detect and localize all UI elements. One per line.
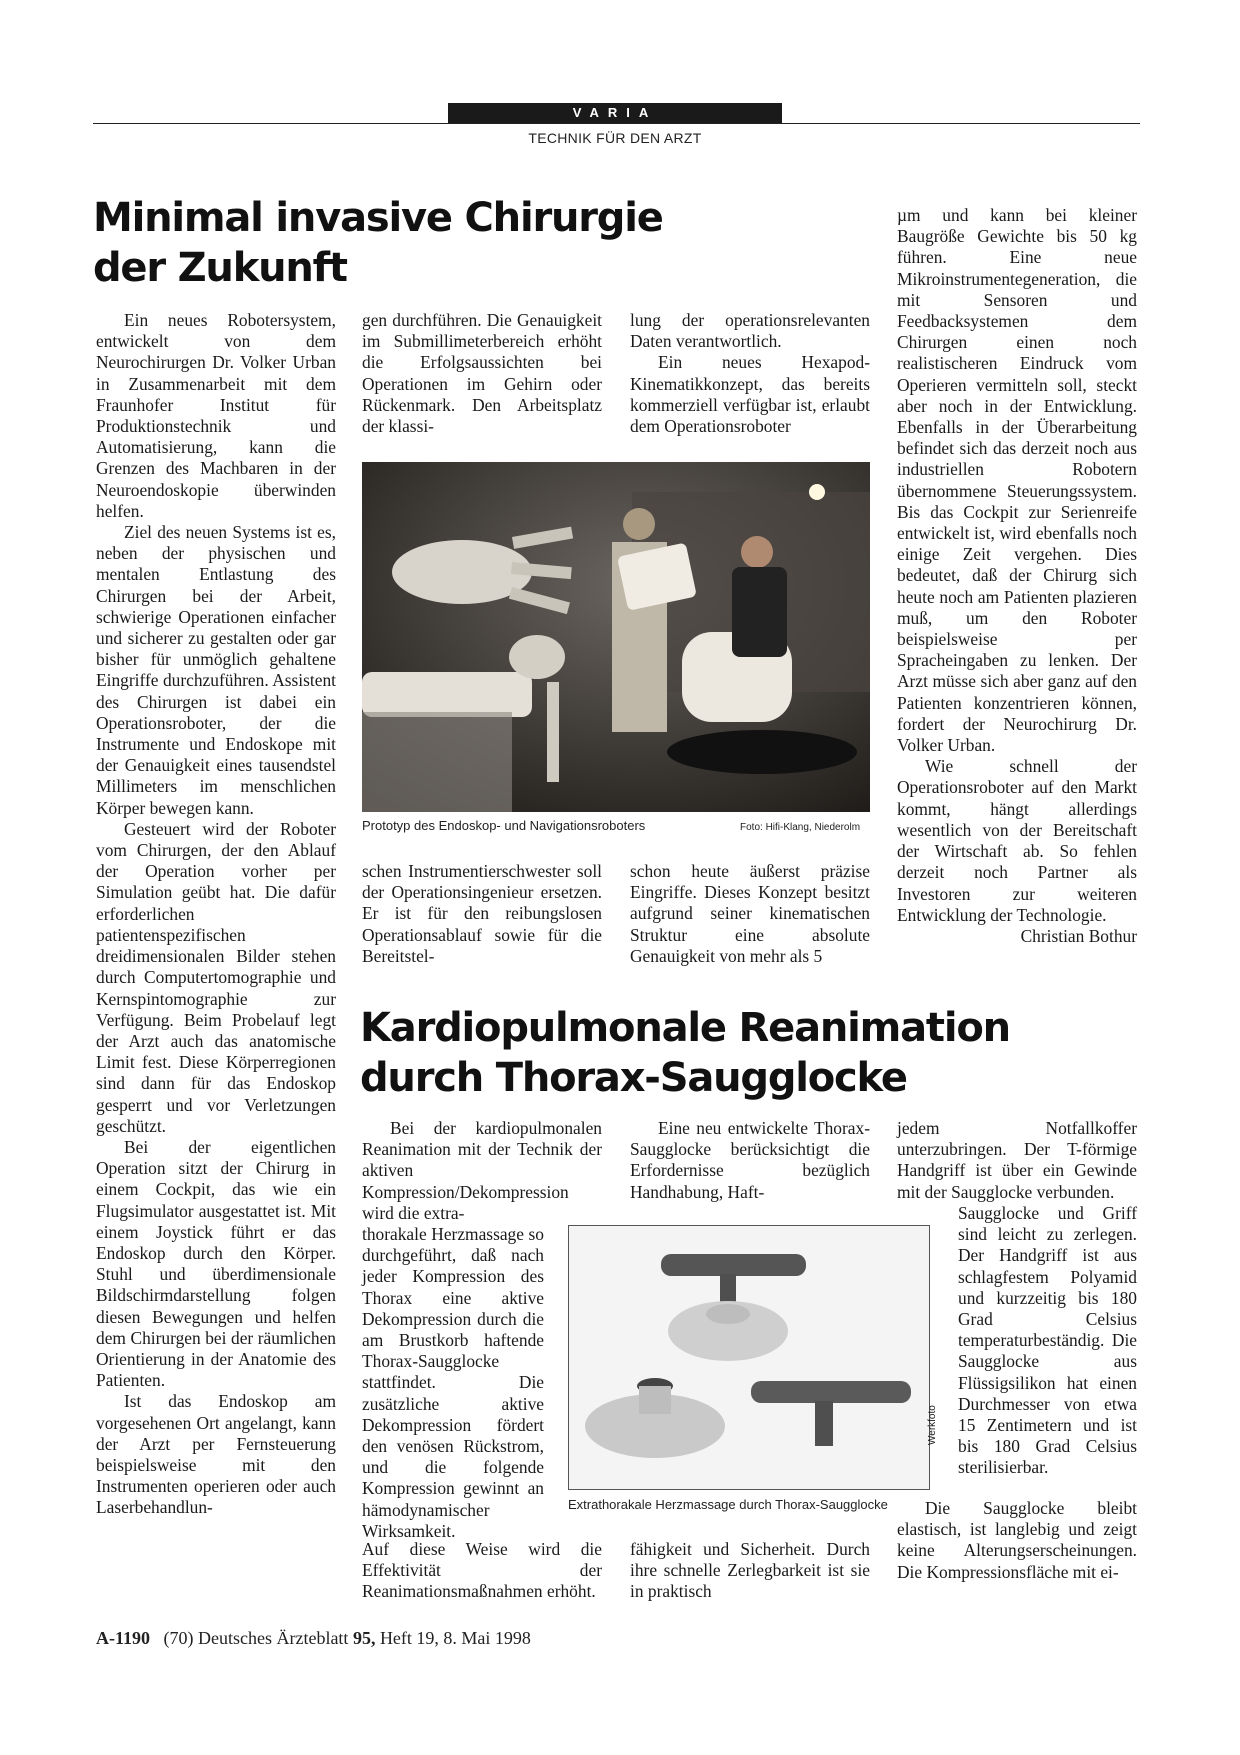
issue-prefix: (70) Deutsches Ärzteblatt [163,1628,349,1648]
suction-cup-photo [568,1225,930,1490]
paragraph: jedem Notfallkoffer unterzubringen. Der T-förmige Handgriff ist über ein Gewinde mit der Saugglocke verbunden. [897,1118,1137,1202]
article1-title [93,193,733,293]
paragraph: Ein neues Hexapod-Kinematikkonzept, das bereits kommerziell verfügbar ist, erlaubt dem Operationsroboter [630,352,870,437]
article2-column-4-top [897,1118,1137,1203]
header-rule [93,123,1140,124]
page-footer [96,1628,531,1649]
article1-column-2-bottom [362,861,602,967]
article2-column-2-top [362,1118,602,1224]
paragraph: schen Instrumentierschwester soll der Operationsingenieur ersetzen. Er ist für den reibungslosen Operationsablauf sowie für die Bereitstel- [362,861,602,966]
article2-title-line2: durch Thorax-Saugglocke [360,1055,907,1101]
article2-column-2-narrow [362,1224,544,1542]
robot-prototype-photo [362,462,870,812]
article2-title [360,1003,1140,1103]
paragraph: Die Saugglocke bleibt elastisch, ist langlebig und zeigt keine Alterungserscheinungen. Die Kompressionsfläche mit ei- [897,1498,1137,1582]
section-label: VARIA [448,103,782,123]
article2-column-3-top [630,1118,870,1203]
suction-cup-illustration [569,1226,929,1489]
section-subtitle: TECHNIK FÜR DEN ARZT [528,130,702,146]
article1-column-3-bottom [630,861,870,967]
article1-column-3-top [630,310,870,437]
paragraph: Gesteuert wird der Roboter vom Chirurgen, der den Ablauf der Operation vorher per Simulation geübt hat. Die dafür erforderlichen patientenspezifischen dreidimensionalen Bilder stehen durch Computertomographie und Kernspintomographie zur Verfügung. Beim Probelauf legt der Arzt auch das anatomische Limit fest. Diese Körperregionen sind dann für das Endoskop gesperrt und vor Verletzungen geschützt. [96,818,336,1136]
robot-photo-illustration [362,462,870,812]
suction-cup-photo-credit: Werkfoto [927,1405,938,1445]
paragraph: Ist das Endoskop am vorgesehenen Ort angelangt, kann der Arzt per Fernsteuerung beispielsweise mit den Instrumenten operieren oder auch Laserbehandlun- [96,1391,336,1518]
article1-column-4 [897,205,1137,947]
paragraph: Wie schnell der Operationsroboter auf den Markt kommt, hängt allerdings wesentlich von der Bereitschaft der Wirtschaft ab. So fehlen derzeit noch Partner als Investoren zur weiteren Entwicklung der Technologie. [897,756,1137,925]
article1-column-1 [96,310,336,1610]
paragraph: gen durchführen. Die Genauigkeit im Submillimeterbereich erhöht die Erfolgsaussichten bei Operationen im Gehirn oder Rückenmark. Den Arbeitsplatz der klassi- [362,310,602,437]
article1-title-line1: Minimal invasive Chirurgie [93,195,663,241]
paragraph: thorakale Herzmassage so durchgeführt, daß nach jeder Kompression des Thorax eine aktive Dekompression durch die am Brustkorb haftende Thorax-Saugglocke stattfindet. Die zusätzliche aktive Dekompression fördert den venösen Rückstrom, und die folgende Kompression gewinnt an hämodynamischer Wirksamkeit. [362,1224,544,1541]
paragraph: Auf diese Weise wird die Effektivität der Reanimationsmaßnahmen erhöht. [362,1539,602,1602]
paragraph: µm und kann bei kleiner Baugröße Gewichte bis 50 kg führen. Eine neue Mikroinstrumentegeneration, die mit Sensoren und Feedbacksystemen dem Chirurgen einen noch realistischeren Eindruck vom Operieren vermitteln soll, steckt aber noch in der Entwicklung. Ebenfalls in der Überarbeitung befindet sich das derzeit noch aus industriellen Robotern übernommene Steuerungssystem. Bis das Cockpit zur Serienreife entwickelt ist, wird ebenfalls noch einige Zeit vergehen. Dies bedeutet, daß der Chirurg sich heute noch am Patienten plazieren muß, um den Roboter beispielsweise per Spracheingaben zu lenken. Der Arzt müsse sich aber ganz auf den Patienten konzentrieren können, fordert der Neurochirurg Dr. Volker Urban. [897,205,1137,756]
issue-suffix: Heft 19, 8. Mai 1998 [379,1628,531,1648]
paragraph: Bei der kardiopulmonalen Reanimation mit der Technik der aktiven Kompression/Dekompression wird die extra- [362,1118,602,1223]
paragraph: Bei der eigentlichen Operation sitzt der Chirurg in einem Cockpit, das wie ein Flugsimulator ausgestattet ist. Mit einem Joystick führt er das Endoskop durch den Körper. Stuhl und überdimensionale Bildschirmdarstellung folgen diesen Bewegungen und helfen dem Chirurgen bei der räumlichen Orientierung in der Anatomie des Patienten. [96,1136,336,1391]
paragraph: lung der operationsrelevanten Daten verantwortlich. [630,310,870,352]
article2-column-4-narrow [958,1203,1137,1479]
suction-cup-photo-caption: Extrathorakale Herzmassage durch Thorax-Saugglocke [568,1497,888,1512]
robot-photo-caption: Prototyp des Endoskop- und Navigationsroboters [362,818,646,833]
author-signature: Christian Bothur [1020,925,1137,946]
paragraph: Ein neues Robotersystem, entwickelt von dem Neurochirurgen Dr. Volker Urban in Zusammenarbeit mit dem Fraunhofer Institut für Produktionstechnik und Automatisierung, kann die Grenzen des Machbaren in der Neuroendoskopie überwinden helfen. [96,310,336,521]
article1-title-line2: der Zukunft [93,245,347,291]
article2-column-3-bottom [630,1539,870,1603]
article2-title-line1: Kardiopulmonale Reanimation [360,1005,1010,1051]
paragraph: Ziel des neuen Systems ist es, neben der physischen und mentalen Entlastung des Chirurgen bei der Arbeit, schwierige Operationen einfacher und sicherer zu gestalten oder gar bisher für unmöglich gehaltene Eingriffe durchzuführen. Assistent des Chirurgen ist dabei ein Operationsroboter, der die Instrumente und Endoskope mit der Genauigkeit eines tausendstel Millimeters im menschlichen Körper bewegen kann. [96,522,336,818]
paragraph: schon heute äußerst präzise Eingriffe. Dieses Konzept besitzt aufgrund seiner kinematischen Struktur eine absolute Genauigkeit von mehr als 5 [630,861,870,966]
article1-column-2-top [362,310,602,437]
paragraph: fähigkeit und Sicherheit. Durch ihre schnelle Zerlegbarkeit ist sie in praktisch [630,1539,870,1602]
page-number: A-1190 [96,1628,150,1648]
volume-number: 95, [352,1628,376,1648]
article2-column-4-bottom [897,1498,1137,1583]
robot-photo-credit: Foto: Hifi-Klang, Niederolm [740,822,861,833]
paragraph: Eine neu entwickelte Thorax-Saugglocke berücksichtigt die Erfordernisse bezüglich Handhabung, Haft- [630,1118,870,1202]
paragraph: Saugglocke und Griff sind leicht zu zerlegen. Der Handgriff ist aus schlagfestem Polyamid und kurzzeitig bis 180 Grad Celsius temperaturbeständig. Die Saugglocke aus Flüssigsilikon hat einen Durchmesser von etwa 15 Zentimetern und ist bis 180 Grad Celsius sterilisierbar. [958,1203,1137,1478]
article2-column-2-bottom [362,1539,602,1603]
